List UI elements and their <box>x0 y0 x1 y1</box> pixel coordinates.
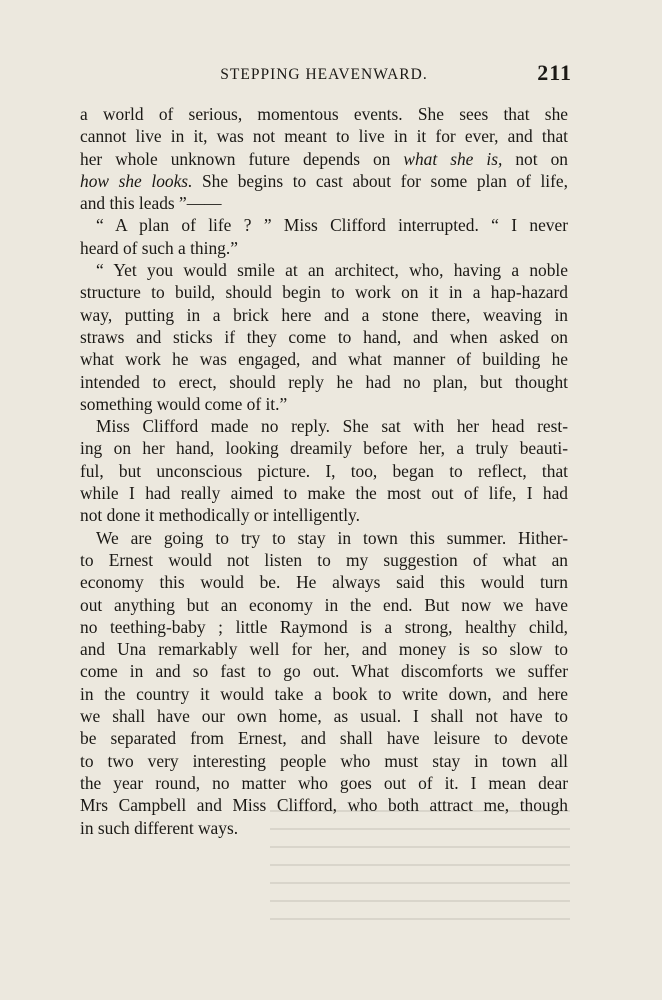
text-line: We are going to try to stay in town this summer. Hither- <box>96 527 568 548</box>
text-line: ful, but unconscious picture. I, too, began to reflect, that <box>80 460 568 481</box>
italic-text: what she is, <box>403 148 503 169</box>
page-number: 211 <box>537 60 572 85</box>
text-line: economy this would be. He always said this would turn <box>80 572 568 593</box>
text-line: out anything but an economy in the end. But now we have <box>80 594 568 615</box>
text-line: and Una remarkably well for her, and money is so slow to <box>80 639 568 660</box>
text-line: the year round, no matter who goes out of it. I mean dear <box>80 772 568 793</box>
text-span: She begins to cast about for some plan of life, <box>192 170 568 191</box>
text-line: what work he was engaged, and what manner of building he <box>80 349 568 370</box>
text-line: not done it methodically or intelligently. <box>80 505 360 526</box>
text-line: Miss Clifford made no reply. She sat with her head rest- <box>96 416 568 437</box>
text-line: be separated from Ernest, and shall have leisure to devote <box>80 728 568 749</box>
text-line: and this leads ”—— <box>80 193 222 214</box>
italic-text: how she looks. <box>80 170 193 191</box>
text-line: while I had really aimed to make the most out of life, I had <box>80 483 568 504</box>
text-line: way, putting in a brick here and a stone there, weaving in <box>80 304 568 325</box>
text-line: Mrs Campbell and Miss Clifford, who both attract me, though <box>80 795 568 816</box>
text-line: intended to erect, should reply he had no plan, but thought <box>80 371 568 392</box>
text-span: not on <box>502 148 568 169</box>
text-line: something would come of it.” <box>80 393 288 414</box>
text-line: straws and sticks if they come to hand, and when asked on <box>80 326 568 347</box>
text-line: no teething-baby ; little Raymond is a strong, healthy child, <box>80 616 568 637</box>
text-line: “ A plan of life ? ” Miss Clifford interrupted. “ I never <box>96 215 568 236</box>
text-line: a world of serious, momentous events. She sees that she <box>80 104 568 124</box>
text-span: her whole unknown future depends on <box>80 148 404 169</box>
text-line: structure to build, should begin to work on it in a hap-hazard <box>80 282 568 303</box>
text-line: cannot live in it, was not meant to live in it for ever, and that <box>80 126 568 147</box>
text-line: to Ernest would not listen to my suggestion of what an <box>80 549 568 570</box>
text-line: heard of such a thing.” <box>80 237 238 258</box>
text-line: “ Yet you would smile at an architect, who, having a noble <box>96 260 568 281</box>
text-line: in such different ways. <box>80 817 239 838</box>
show-through-marks <box>270 810 570 950</box>
running-title: STEPPING HEAVENWARD. <box>220 66 428 83</box>
page-header <box>76 60 572 90</box>
text-line: ing on her hand, looking dreamily before her, a truly beauti- <box>80 438 568 459</box>
text-line: to two very interesting people who must stay in town all <box>80 750 568 771</box>
text-line <box>80 148 568 170</box>
text-line <box>80 170 568 192</box>
text-line: in the country it would take a book to write down, and here <box>80 683 568 704</box>
text-line: come in and so fast to go out. What discomforts we suffer <box>80 661 568 682</box>
body-text <box>80 103 568 839</box>
text-line: we shall have our own home, as usual. I shall not have to <box>80 706 568 727</box>
